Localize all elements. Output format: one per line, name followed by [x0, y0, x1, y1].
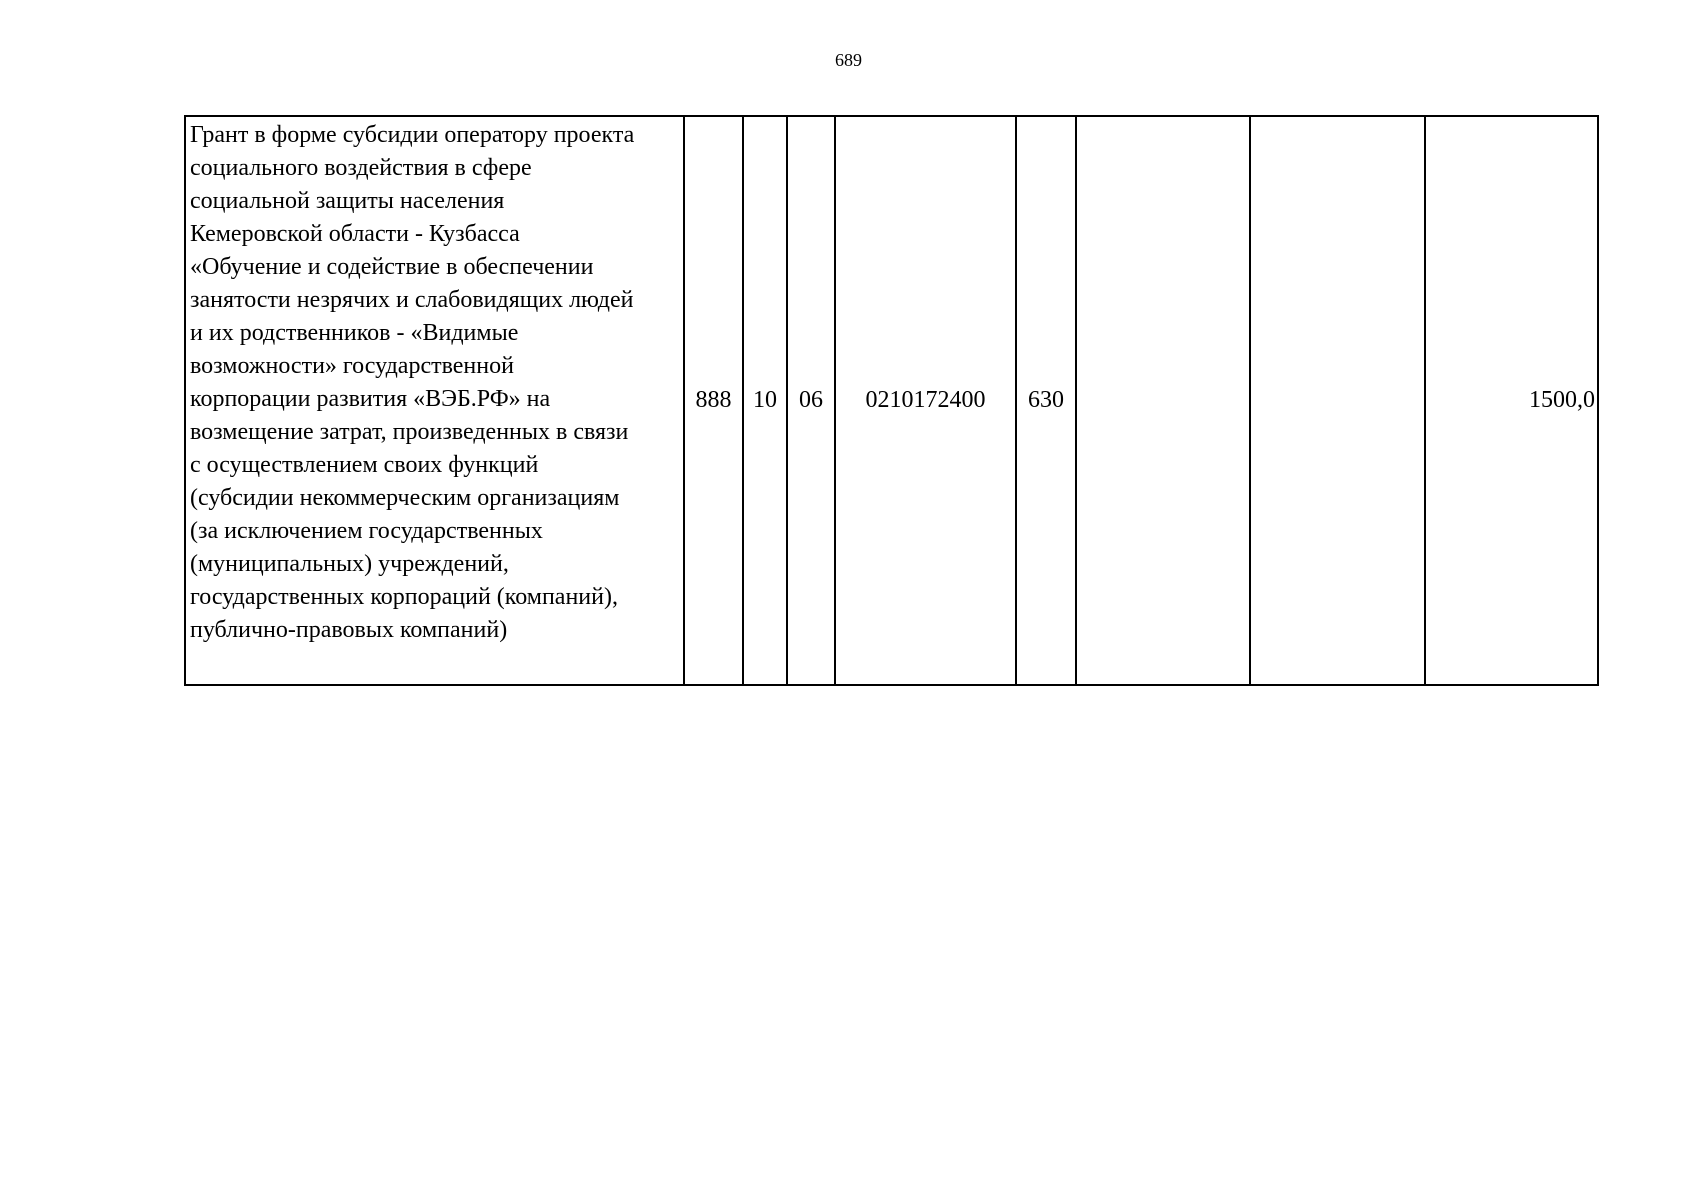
description-line: с осуществлением своих функций: [190, 452, 539, 478]
description-cell: [185, 116, 684, 685]
amount-cell-3: 1500,0: [1425, 116, 1598, 685]
amount-cell-1: [1076, 116, 1250, 685]
target-article-cell: 0210172400: [835, 116, 1016, 685]
description-line: Кемеровской области - Кузбасса: [190, 221, 520, 247]
description-line: Грант в форме субсидии оператору проекта: [190, 122, 635, 148]
description-line: «Обучение и содействие в обеспечении: [190, 254, 594, 280]
description-line: социальной защиты населения: [190, 188, 505, 214]
description-line: и их родственников - «Видимые: [190, 320, 519, 346]
description-line: возможности» государственной: [190, 353, 514, 379]
description-line: возмещение затрат, произведенных в связи: [190, 419, 629, 445]
description-line: социального воздействия в сфере: [190, 155, 532, 181]
expense-type-cell: 630: [1016, 116, 1076, 685]
description-line: (муниципальных) учреждений,: [190, 551, 509, 577]
ministry-code-cell: 888: [684, 116, 743, 685]
table-row: [185, 116, 1598, 685]
budget-table: [184, 115, 1599, 686]
section-code-cell: 10: [743, 116, 787, 685]
description-line: (за исключением государственных: [190, 518, 543, 544]
description-line: государственных корпораций (компаний),: [190, 584, 618, 610]
description-line: (субсидии некоммерческим организациям: [190, 485, 620, 511]
page-number: 689: [835, 50, 862, 70]
description-line: занятости незрячих и слабовидящих людей: [190, 287, 634, 313]
description-line: корпорации развития «ВЭБ.РФ» на: [190, 386, 551, 412]
description-line: публично-правовых компаний): [190, 617, 508, 643]
amount-cell-2: [1250, 116, 1425, 685]
subsection-code-cell: 06: [787, 116, 835, 685]
